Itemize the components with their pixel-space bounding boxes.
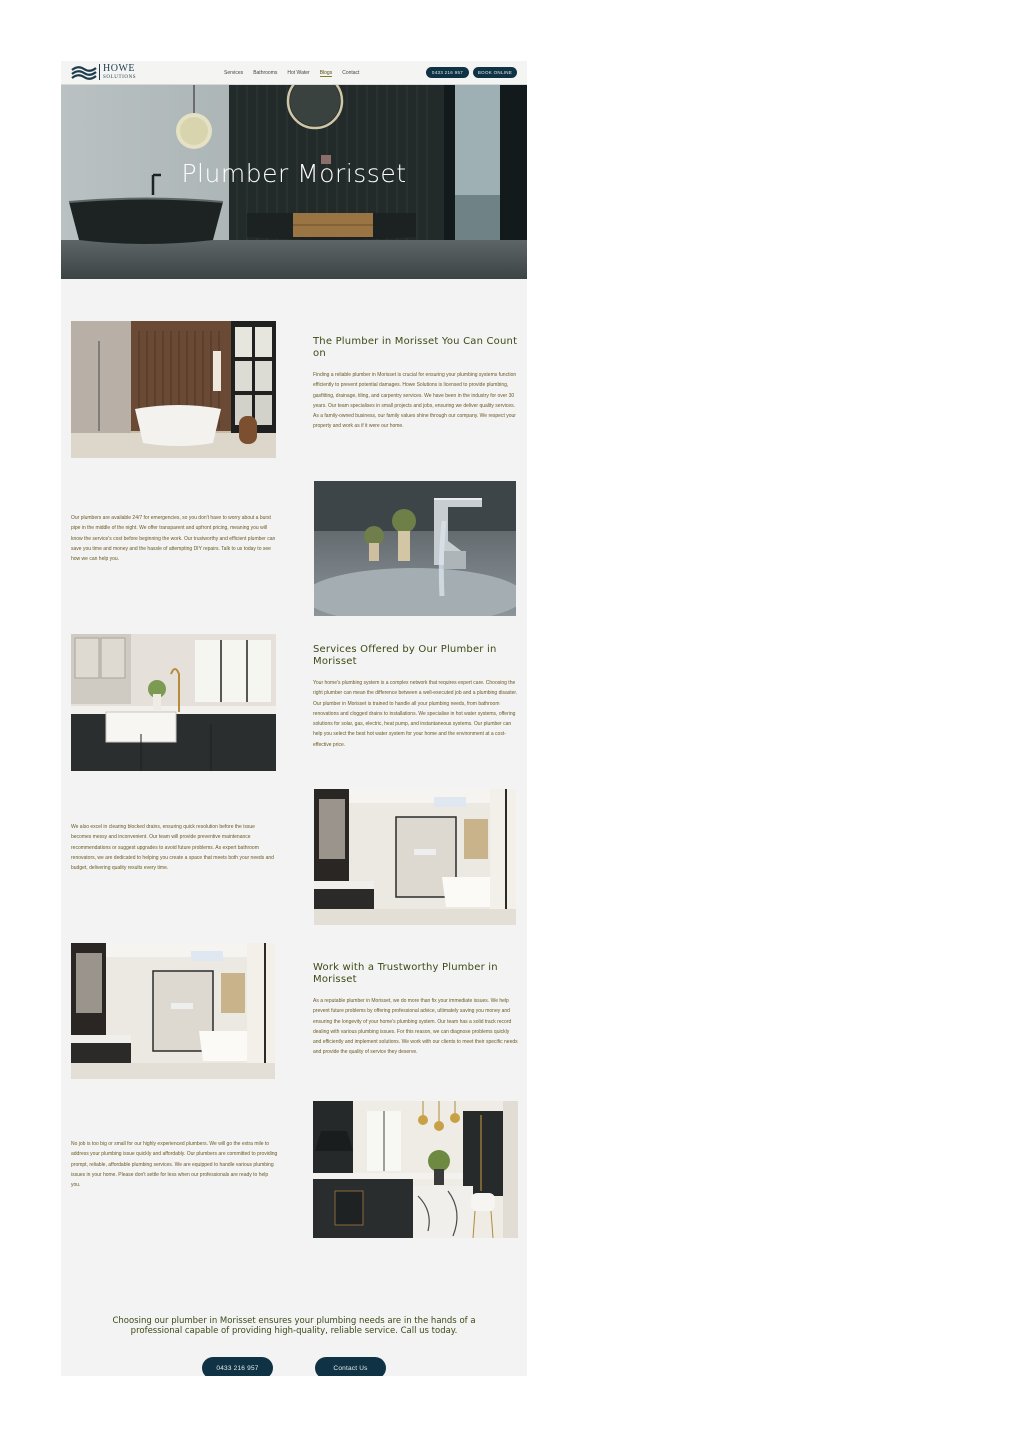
section-5-text: As a reputable plumber in Morisset, we do more than fix your immediate issues. We help prevent future problems by offering professional advice, ultimately saving you money and ensuring the longevity of your home's plumbing system. Our team has a solid track record dealing with various plumbing issues. For this reason, we can diagnose problems quickly and efficiently and implement solutions. We work with our clients to meet their specific needs and provide the quality of service they deserve.: [313, 998, 518, 1056]
section-3-heading: Services Offered by Our Plumber in Morisset: [313, 644, 497, 667]
section-4-text: We also excel in clearing blocked drains, ensuring quick resolution before the issue becomes messy and inconvenient. Our team will provide preventive maintenance recommendations or suggest upgrades to avoid future problems. As expert bathroom renovators, we are dedicated to helping you create a space that meets both your needs and budget, delivering quality results every time.: [71, 824, 274, 872]
main-menu: [224, 70, 359, 77]
logo[interactable]: [71, 64, 136, 80]
site-header: [61, 61, 527, 85]
brand-name: HOWE: [103, 63, 135, 74]
section-6-image: [313, 1101, 518, 1238]
cta-phone-button[interactable]: 0433 216 957: [202, 1357, 273, 1376]
brand-tagline: SOLUTIONS: [103, 75, 137, 80]
phone-button[interactable]: 0433 216 957: [426, 67, 469, 78]
section-2-image: [314, 481, 516, 616]
hero-banner: [61, 85, 527, 279]
page-title: Plumber Morisset: [181, 159, 407, 188]
section-5-heading: Work with a Trustworthy Plumber in Morisset: [313, 962, 498, 985]
section-1-heading: The Plumber in Morisset You Can Count on: [313, 336, 518, 359]
nav-item-services[interactable]: Services: [224, 70, 244, 76]
section-3-text: Your home's plumbing system is a complex network that requires expert care. Choosing the right plumber can mean the difference between a well-executed job and a plumbing disaster. Our plumber in Morisset is trained to handle all your plumbing needs, from bathroom renovations and clogged drains to installations. We specialise in hot water systems, offering solutions for solar, gas, electric, heat pump, and instantaneous systems. Our plumber can help you select the best hot water system for your home and the environment at a cost-effective price.: [313, 680, 518, 748]
wave-logo-icon: [71, 64, 97, 80]
nav-item-blogs[interactable]: Blogs: [319, 70, 333, 76]
section-3-image: [71, 634, 276, 771]
section-2-text: Our plumbers are available 24/7 for emergencies, so you don't have to worry about a burst pipe in the middle of the night. We offer transparent and upfront pricing, meaning you will know the service's cost before beginning the work. Our trustworthy and efficient plumber can save you time and money and the hassle of attempting DIY repairs. Talk to us today to see how we can help you.: [71, 515, 276, 563]
nav-item-bathrooms[interactable]: Bathrooms: [253, 70, 278, 76]
section-4-image: [314, 789, 516, 925]
nav-item-hot-water[interactable]: Hot Water: [287, 70, 310, 76]
nav-item-contact[interactable]: Contact: [342, 70, 360, 76]
section-1-text: Finding a reliable plumber in Morisset is crucial for ensuring your plumbing systems function efficiently to prevent potential damages. Howe Solutions is licensed to provide plumbing, gasfitting, drainage, tiling, and carpentry services. We have been in the industry for over 30 years. Our team specialises in small projects and jobs, ensuring we deliver quality services. As a family-owned business, our family values shine through our company. We respect your property and work as if it were our home.: [313, 372, 517, 430]
cta-text: Choosing our plumber in Morisset ensures your plumbing needs are in the hands of a professional capable of providing high-quality, reliable service. Call us today.: [112, 1316, 476, 1336]
section-5-image: [71, 943, 275, 1079]
page: [61, 61, 527, 1376]
book-online-button[interactable]: BOOK ONLINE: [473, 67, 517, 78]
contact-us-button[interactable]: Contact Us: [315, 1357, 386, 1376]
section-1-image: [71, 321, 276, 458]
section-6-text: No job is too big or small for our highly experienced plumbers. We will go the extra mile to address your plumbing issue quickly and affordably. Our plumbers are committed to providing prompt, reliable, affordable plumbing services. We are equipped to handle various plumbing issues in your home. Please don't settle for less when our professionals are ready to help you.: [71, 1141, 278, 1189]
